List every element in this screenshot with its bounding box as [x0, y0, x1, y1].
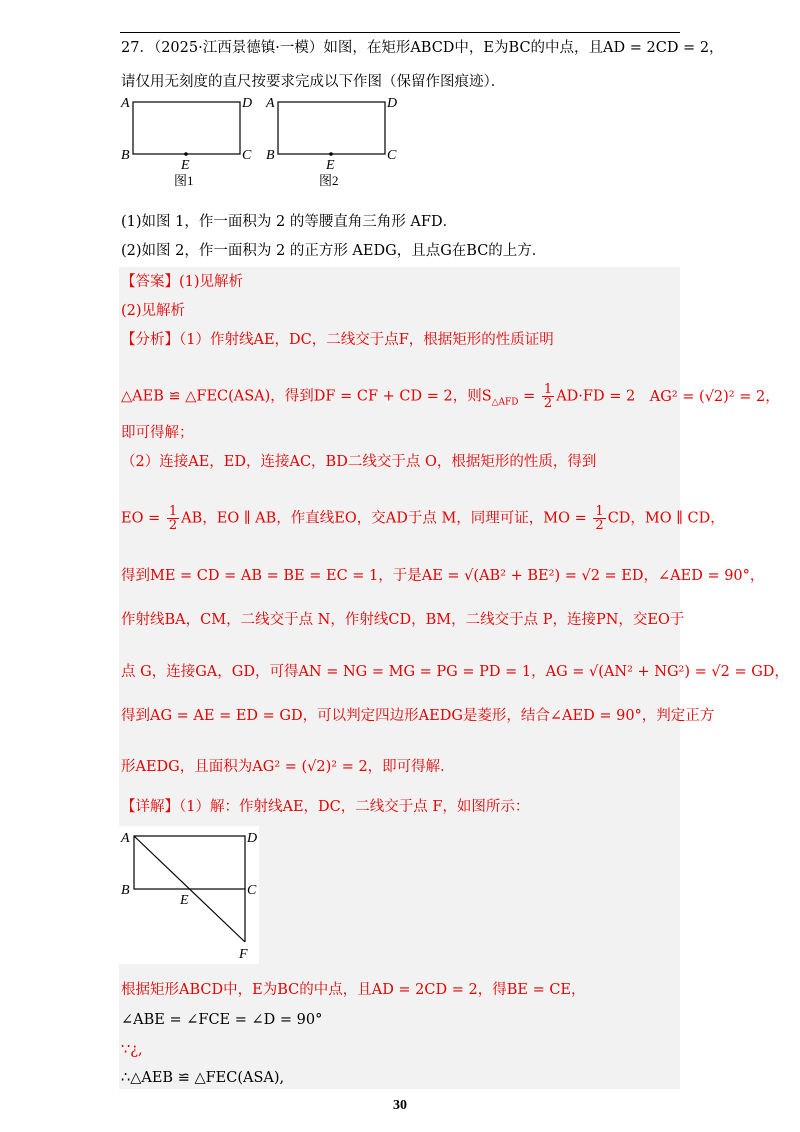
analysis-line-2-b: AD·FD = 2 [556, 388, 636, 405]
answer-line-1: 【答案】(1)见解析 [121, 274, 244, 290]
figure-1 [120, 96, 252, 188]
label-e: E [181, 158, 190, 173]
detail-line-4: ∵¿, [121, 1042, 143, 1058]
question-2: (2)如图 2，作一面积为 2 的正方形 AEDG，且点G在BC的上方． [121, 243, 547, 259]
analysis-line-9: 得到AG = AE = ED = GD，可以判定四边形AEDG是菱形，结合∠AED = 90°，判定正方 [121, 708, 715, 724]
label-d: D [387, 96, 398, 111]
fraction-half: $\frac{1}{2}$ [543, 382, 553, 411]
analysis-line-6: 得到ME = CD = AB = BE = EC = 1，于是AE = √(AB² + BE²) = √2 = ED，∠AED = 90°， [121, 568, 765, 584]
label-b: B [121, 148, 130, 163]
problem-line-1: 27．（2025·江西景德镇·一模）如图，在矩形ABCD中，E为BC的中点，且AD = 2CD = 2， [121, 40, 724, 56]
analysis-line-5-b: AB，EO ∥ AB，作直线EO，交AD于点 M，同理可证，MO = [181, 510, 592, 527]
fig1-caption: 图1 [174, 173, 194, 188]
label-a: A [121, 831, 130, 846]
analysis-line-10: 形AEDG，且面积为AG² = (√2)² = 2，即可得解． [121, 759, 455, 775]
figure-2 [265, 96, 397, 188]
question-1: (1)如图 1，作一面积为 2 的等腰直角三角形 AFD． [121, 214, 458, 230]
area-subscript: △AFD [491, 397, 519, 408]
label-b: B [266, 148, 275, 163]
analysis-line-1: 【分析】（1）作射线AE，DC，二线交于点F，根据矩形的性质证明 [121, 332, 554, 348]
analysis-line-2-c: AG² = (√2)² = 2， [649, 388, 780, 405]
label-c: C [387, 148, 397, 163]
detail-line-5: ∴△AEB ≌ △FEC(ASA), [121, 1070, 285, 1086]
analysis-line-3: 即可得解； [121, 425, 194, 441]
label-e: E [180, 893, 189, 908]
detail-figure [119, 826, 259, 964]
label-e: E [326, 158, 335, 173]
label-a: A [266, 96, 275, 111]
label-c: C [242, 148, 252, 163]
fig2-caption: 图2 [319, 173, 339, 188]
fraction-half: $\frac{1}{2}$ [595, 504, 604, 533]
analysis-line-7: 作射线BA，CM，二线交于点 N，作射线CD，BM，二线交于点 P，连接PN，交EO于 [121, 612, 685, 628]
analysis-line-2-a: △AEB ≌ △FEC(ASA)，得到DF = CF + CD = 2，则S [121, 388, 492, 405]
label-f: F [239, 947, 248, 962]
equals: = [518, 388, 540, 405]
analysis-line-8: 点 G，连接GA，GD，可得AN = NG = MG = PG = PD = 1，AG = √(AN² + NG²) = √2 = GD， [121, 664, 789, 680]
problem-line-2: 请仅用无刻度的直尺按要求完成以下作图（保留作图痕迹）． [121, 74, 506, 90]
answer-line-2: (2)见解析 [121, 303, 186, 319]
detail-line-2: 根据矩形ABCD中，E为BC的中点，且AD = 2CD = 2，得BE = CE， [121, 982, 586, 998]
analysis-line-2 [121, 383, 780, 412]
fraction-half: $\frac{1}{2}$ [168, 504, 178, 533]
label-b: B [121, 883, 130, 898]
analysis-line-5 [121, 505, 725, 532]
label-d: D [242, 96, 253, 111]
detail-line-3: ∠ABE = ∠FCE = ∠D = 90° [121, 1012, 323, 1028]
rectangle-figures [118, 92, 408, 192]
analysis-line-4: （2）连接AE，ED，连接AC，BD二线交于点 O，根据矩形的性质，得到 [121, 454, 597, 470]
label-d: D [247, 831, 258, 846]
analysis-line-5-a: EO = [121, 510, 165, 527]
page-number: 30 [393, 1098, 407, 1113]
label-a: A [121, 96, 130, 111]
top-rule [120, 32, 680, 33]
analysis-line-5-c: CD，MO ∥ CD， [607, 510, 725, 527]
detail-line-1: 【详解】（1）解：作射线AE，DC，二线交于点 F，如图所示： [121, 799, 530, 815]
label-c: C [247, 883, 257, 898]
